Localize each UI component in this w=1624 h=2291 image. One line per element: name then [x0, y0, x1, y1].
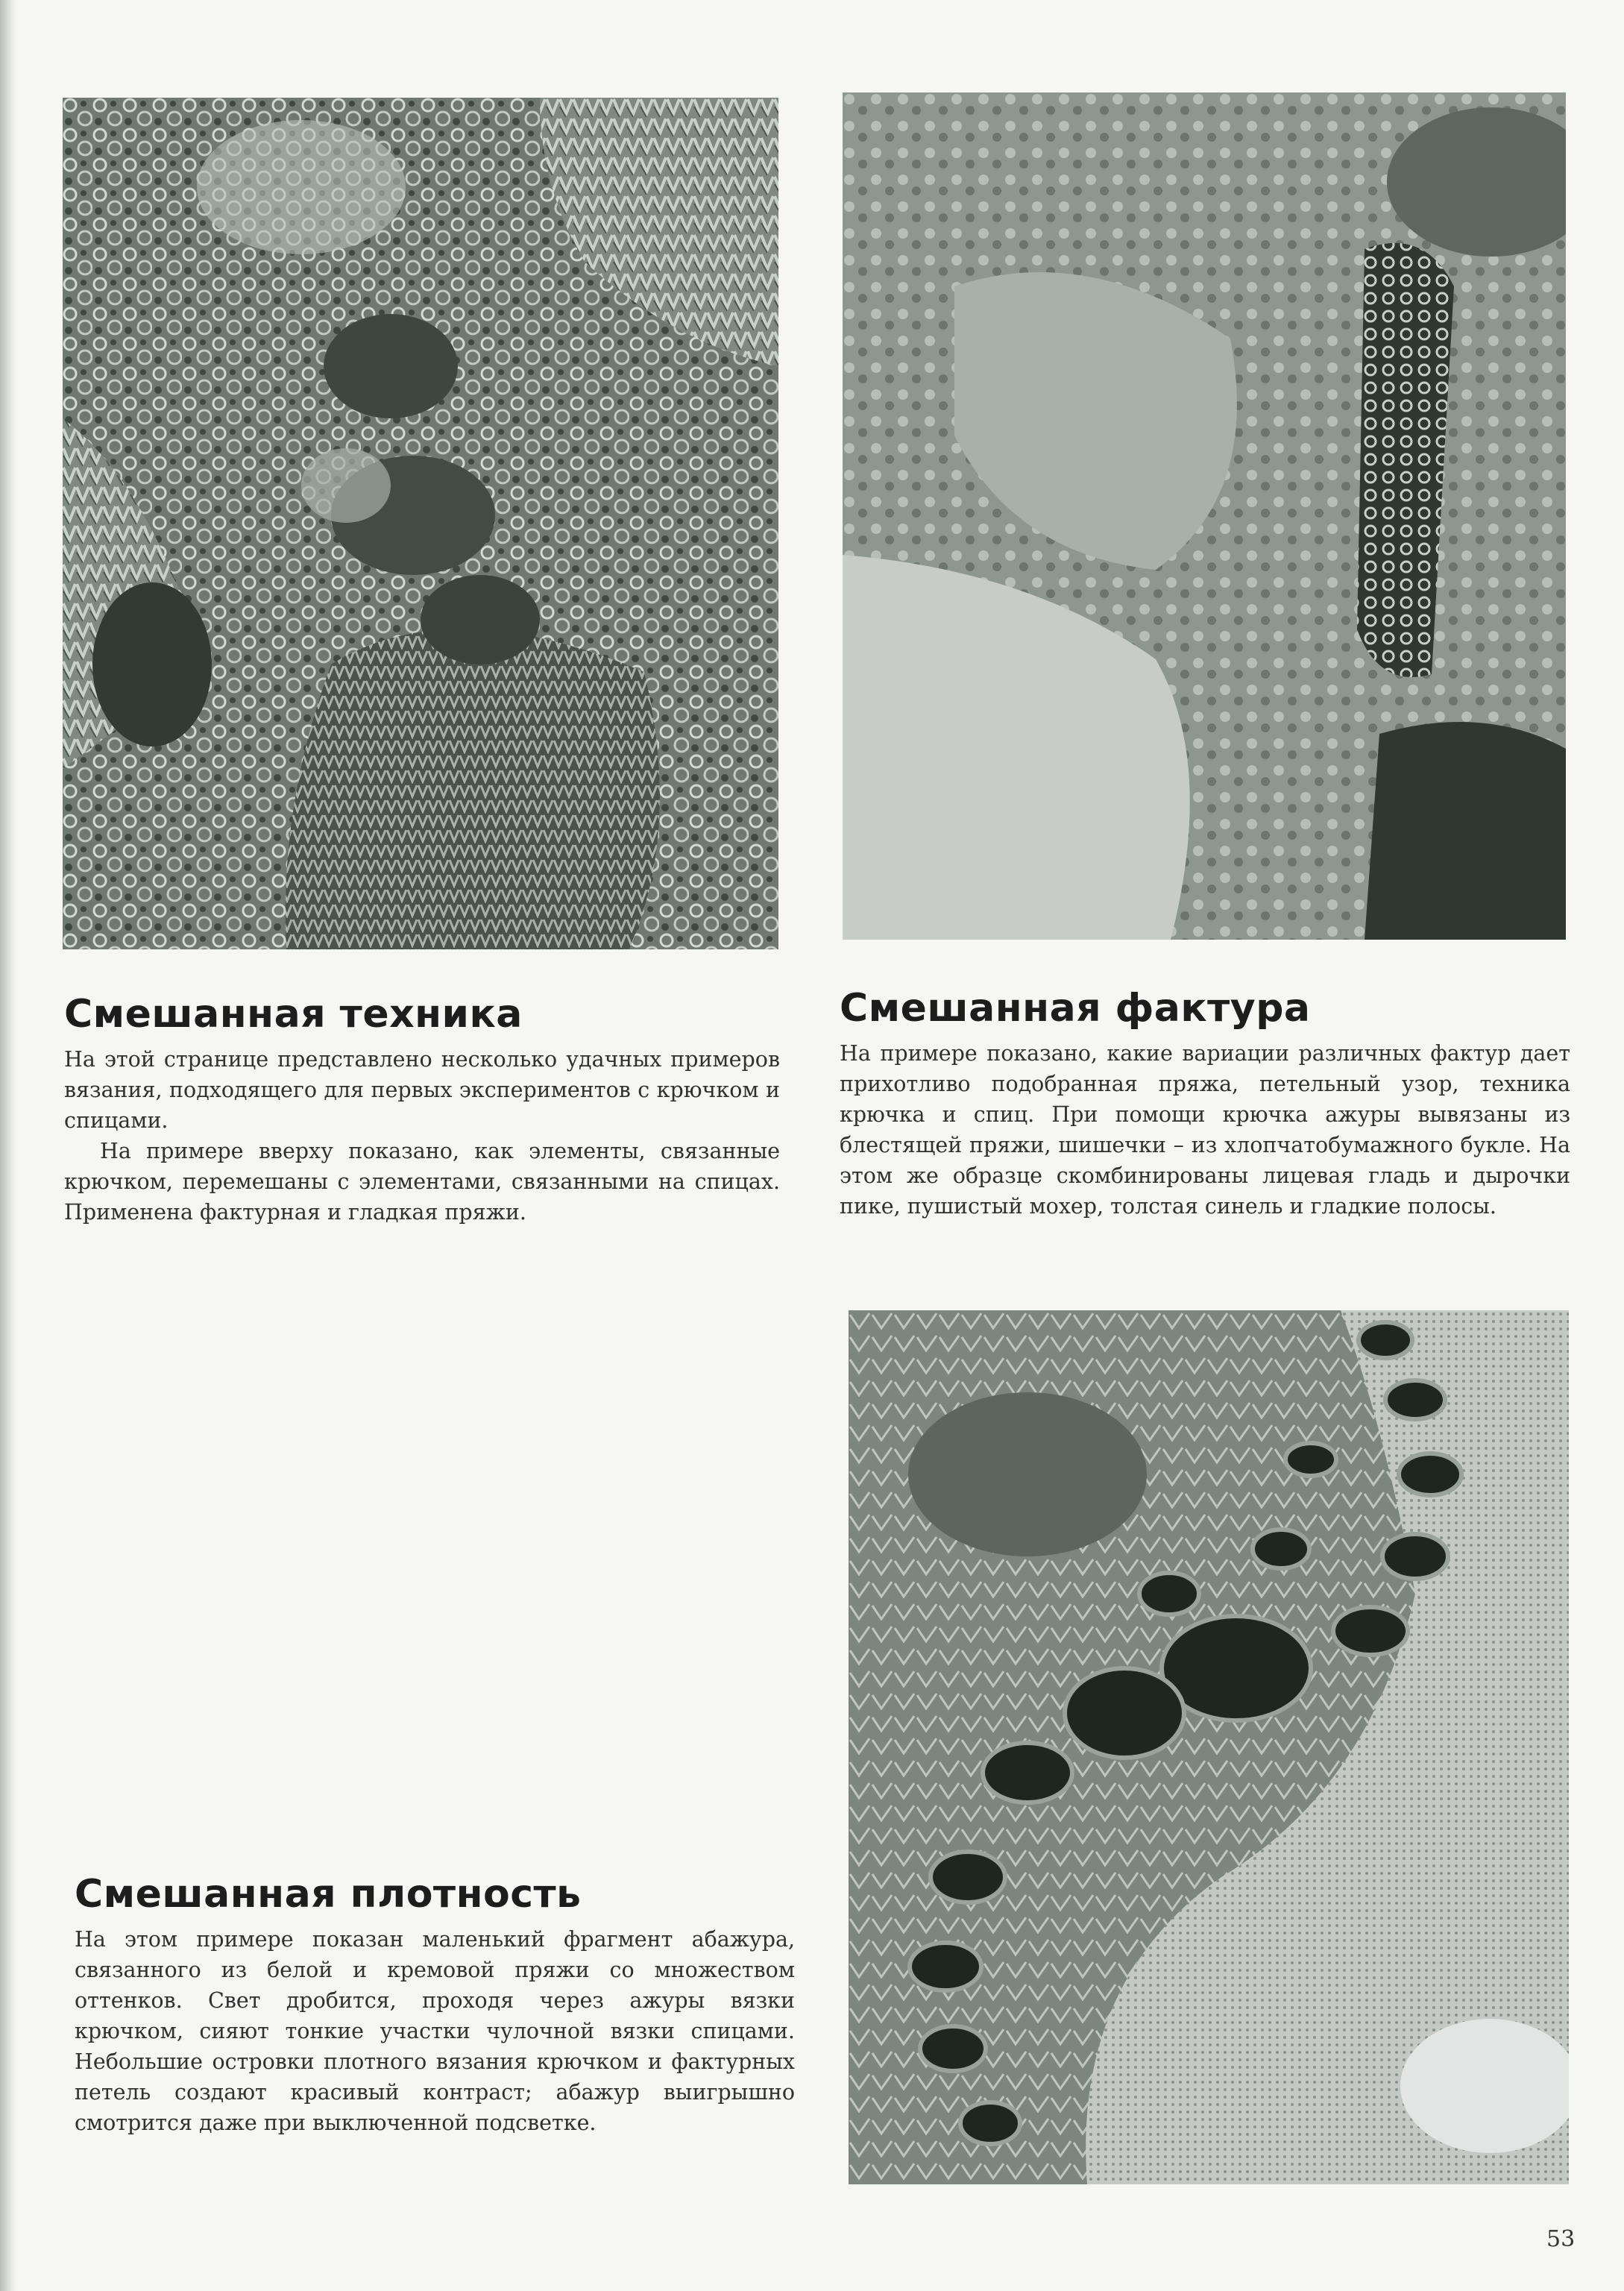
- page-number: 53: [1546, 2226, 1576, 2252]
- paragraph-mixed-density-1: На этом примере показан маленький фрагмент абажура, связанного из белой и кремовой пряжи со множеством оттенков. Свет дробится, проходя через ажуры вязки крючком, сияют тонкие участки чулочной вязки спицами. Небольшие островки плотного вязания крючком и фактурных петель создают красивый контраст; абажур выигрышно смотрится даже при выключенной подсветке.: [75, 1927, 795, 2135]
- paragraph-mixed-texture-1: На примере показано, какие вариации различных фактур дает прихотливо подобранная пряжа, петельный узор, техника крючка и спиц. При помощи крючка ажуры вывязаны из блестящей пряжи, шишечки – из хлопчатобумажного букле. На этом же образце скомбинированы лицевая гладь и дырочки пике, пушистый мохер, толстая синель и гладкие полосы.: [840, 1041, 1570, 1219]
- photo-mixed-texture: [843, 92, 1566, 940]
- photo-mixed-density: [849, 1310, 1569, 2184]
- paragraph-mixed-technique-2: На примере вверху показано, как элементы, связанные крючком, перемешаны с элементами, связанными на спицах. Применена фактурная и гладкая пряжи.: [64, 1139, 780, 1225]
- section-mixed-density: [75, 1872, 795, 2138]
- section-title-mixed-texture: Смешанная фактура: [840, 986, 1311, 1031]
- paragraph-mixed-technique-1: На этой странице представлено несколько удачных примеров вязания, подходящего для первых экспериментов с крючком и спицами.: [64, 1047, 780, 1133]
- section-title-mixed-technique: Смешанная техника: [64, 992, 523, 1037]
- section-mixed-texture: [840, 986, 1570, 1222]
- page-edge-shadow: [0, 0, 16, 2291]
- section-mixed-technique: [64, 992, 780, 1228]
- photo-mixed-technique: [63, 98, 778, 949]
- section-title-mixed-density: Смешанная плотность: [75, 1872, 582, 1917]
